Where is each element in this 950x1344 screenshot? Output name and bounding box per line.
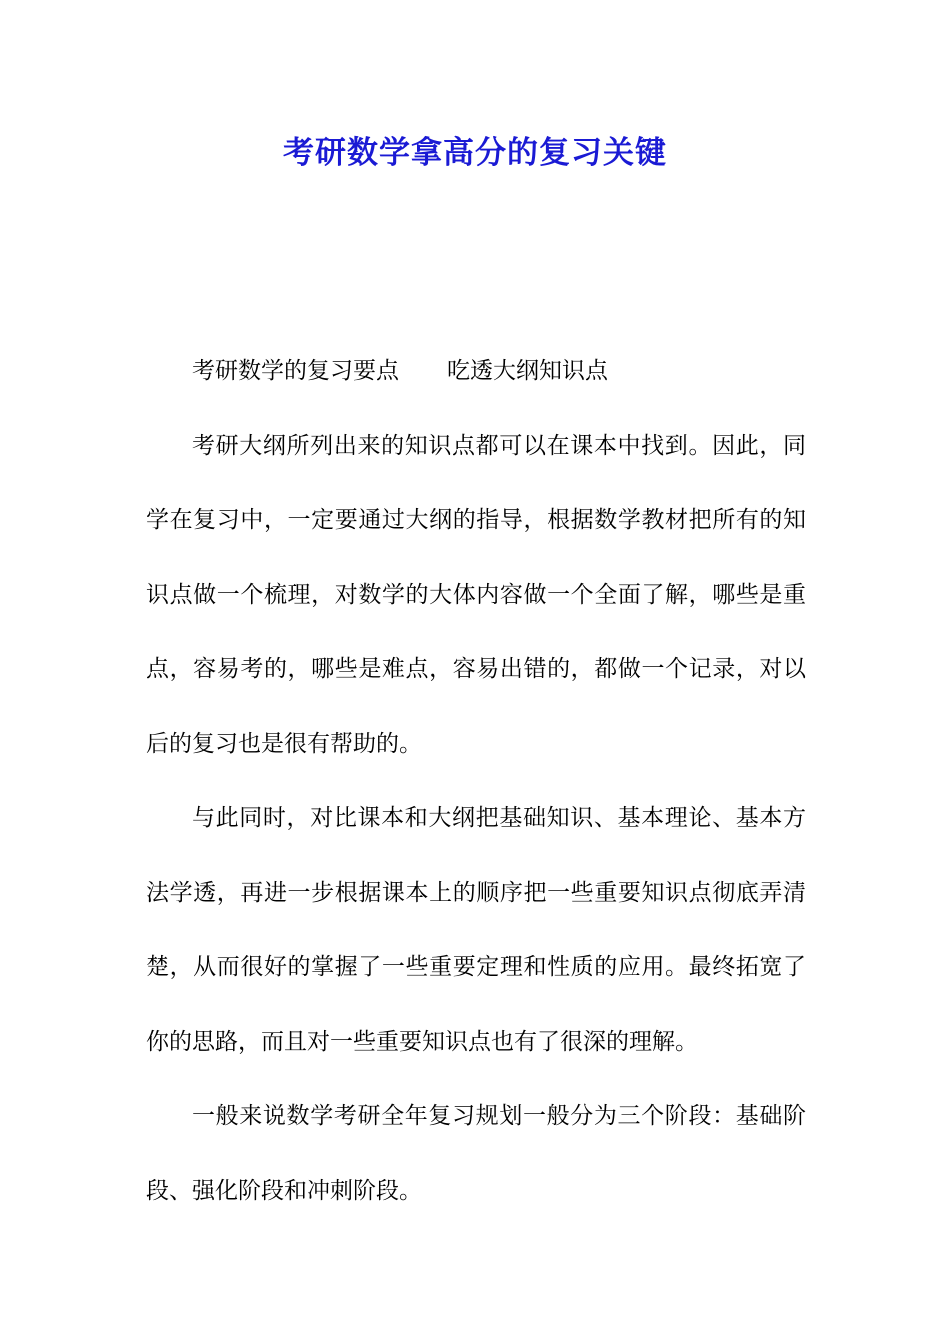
- section-heading-part2: 吃透大纲知识点: [447, 358, 608, 384]
- paragraph-2: 与此同时，对比课本和大纲把基础知识、基本理论、基本方法学透，再进一步根据课本上的顺序把一些重要知识点彻底弄清楚，从而很好的掌握了一些重要定理和性质的应用。最终拓宽了你的思路，而且对一些重要知识点也有了很深的理解。: [146, 805, 806, 1055]
- document-title: 考研数学拿高分的复习关键: [283, 135, 667, 171]
- paragraph-3: 一般来说数学考研全年复习规划一般分为三个阶段：基础阶段、强化阶段和冲刺阶段。: [146, 1103, 806, 1204]
- document-body: [146, 334, 806, 1228]
- paragraph-1: 考研大纲所列出来的知识点都可以在课本中找到。因此，同学在复习中，一定要通过大纲的指导，根据数学教材把所有的知识点做一个梳理，对数学的大体内容做一个全面了解，哪些是重点，容易考的，哪些是难点，容易出错的，都做一个记录，对以后的复习也是很有帮助的。: [146, 432, 806, 757]
- section-heading-part1: 考研数学的复习要点: [192, 358, 399, 384]
- section-heading: [146, 334, 806, 409]
